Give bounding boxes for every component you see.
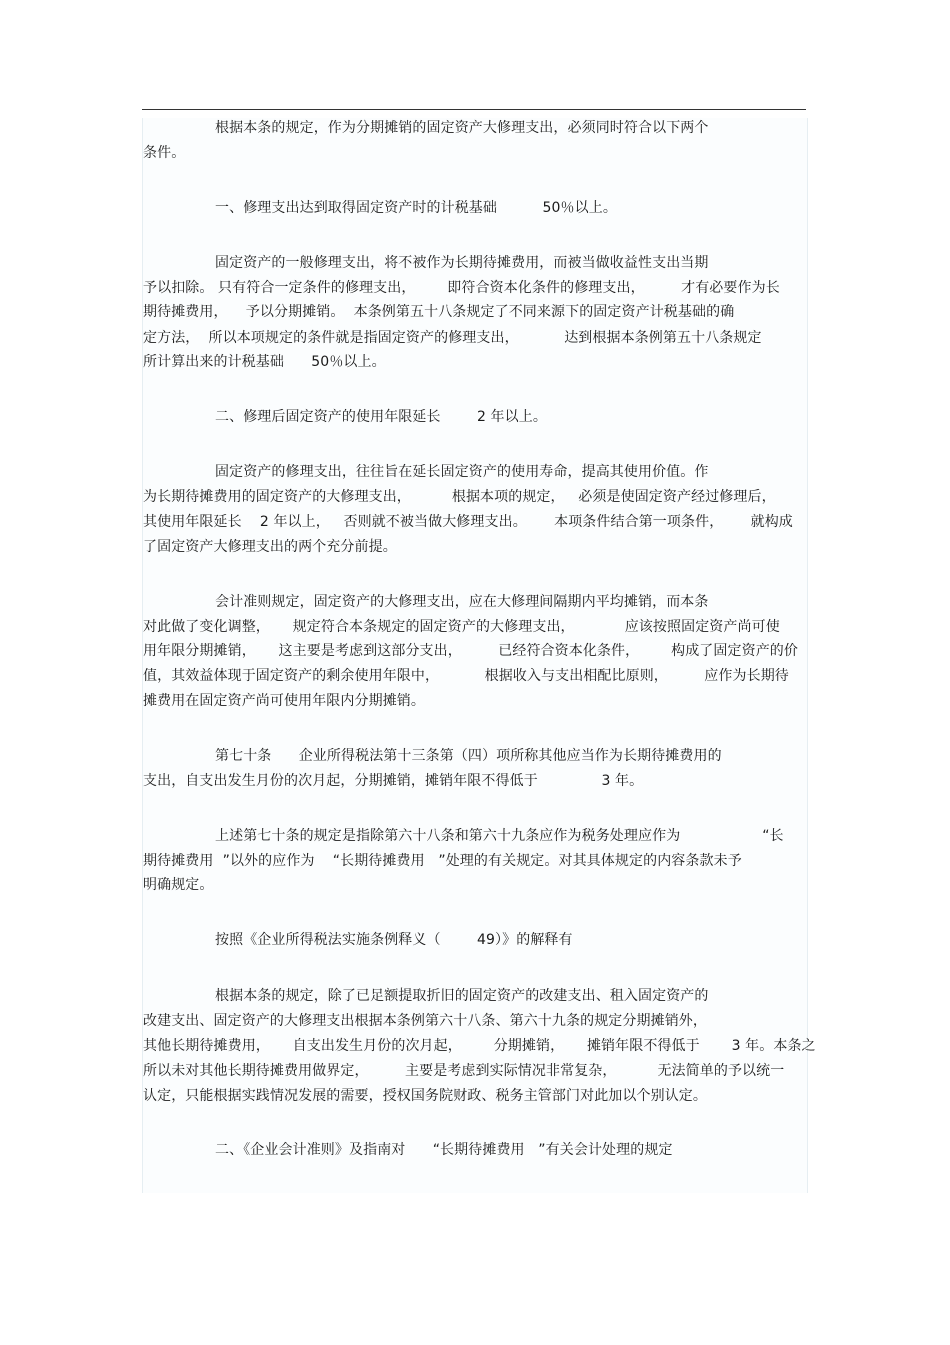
paragraph-2-line-5: 所计算出来的计税基础 50％以上。: [143, 354, 386, 370]
paragraph-3-line-2: 为长期待摊费用的固定资产的大修理支出， 根据本项的规定， 必须是使固定资产经过修理后，: [143, 489, 776, 505]
article-70-line-2: 支出，自支出发生月份的次月起，分期摊销，摊销年限不得低于 3 年。: [143, 773, 644, 789]
paragraph-3-line-1: 固定资产的修理支出，往往旨在延长固定资产的使用寿命，提高其使用价值。作: [215, 464, 709, 480]
paragraph-6-line-5: 认定，只能根据实践情况发展的需要，授权国务院财政、税务主管部门对此加以个别认定。: [143, 1088, 707, 1104]
paragraph-4-line-1: 会计准则规定，固定资产的大修理支出，应在大修理间隔期内平均摊销，而本条: [215, 594, 709, 610]
header-rule: [142, 109, 806, 110]
paragraph-5-line-1: 上述第七十条的规定是指除第六十八条和第六十九条应作为税务处理应作为 “长: [215, 828, 784, 844]
interpretation-intro: 按照《企业所得税法实施条例释义（ 49）》的解释有: [215, 932, 573, 948]
paragraph-1-line-1: 根据本条的规定，作为分期摊销的固定资产大修理支出，必须同时符合以下两个: [215, 120, 709, 136]
paragraph-4-line-5: 摊费用在固定资产尚可使用年限内分期摊销。: [143, 693, 425, 709]
paragraph-6-line-1: 根据本条的规定，除了已足额提取折旧的固定资产的改建支出、租入固定资产的: [215, 988, 709, 1004]
paragraph-2-line-3: 期待摊费用， 予以分期摊销。 本条例第五十八条规定了不同来源下的固定资产计税基础的确: [143, 304, 735, 320]
paragraph-3-line-4: 了固定资产大修理支出的两个充分前提。: [143, 539, 397, 555]
paragraph-3-line-3: 其使用年限延长 2 年以上， 否则就不被当做大修理支出。 本项条件结合第一项条件， 就构成: [143, 514, 793, 530]
paragraph-6-line-4: 所以未对其他长期待摊费用做界定， 主要是考虑到实际情况非常复杂， 无法简单的予以统一: [143, 1063, 785, 1079]
paragraph-5-line-2: 期待摊费用 ”以外的应作为 “长期待摊费用 ”处理的有关规定。对其具体规定的内容条款未予: [143, 853, 742, 869]
paragraph-6-line-3: 其他长期待摊费用， 自支出发生月份的次月起， 分期摊销， 摊销年限不得低于 3 年。本条之: [143, 1038, 816, 1054]
paragraph-5-line-3: 明确规定。: [143, 877, 214, 893]
paragraph-4-line-4: 值，其效益体现于固定资产的剩余使用年限中， 根据收入与支出相配比原则， 应作为长期待: [143, 668, 789, 684]
paragraph-4-line-2: 对此做了变化调整， 规定符合本条规定的固定资产的大修理支出， 应该按照固定资产尚可使: [143, 619, 780, 635]
paragraph-2-line-2: 予以扣除。 只有符合一定条件的修理支出， 即符合资本化条件的修理支出， 才有必要作为长: [143, 280, 780, 296]
article-70-line-1: 第七十条 企业所得税法第十三条第（四）项所称其他应当作为长期待摊费用的: [215, 748, 722, 764]
paragraph-1-line-2: 条件。: [143, 145, 186, 161]
heading-condition-2: 二、修理后固定资产的使用年限延长 2 年以上。: [215, 409, 547, 425]
paragraph-6-line-2: 改建支出、固定资产的大修理支出根据本条例第六十八条、第六十九条的规定分期摊销外，: [143, 1013, 707, 1029]
paragraph-2-line-1: 固定资产的一般修理支出，将不被作为长期待摊费用，而被当做收益性支出当期: [215, 255, 709, 271]
paragraph-4-line-3: 用年限分期摊销， 这主要是考虑到这部分支出， 已经符合资本化条件， 构成了固定资产的价: [143, 643, 799, 659]
paragraph-2-line-4: 定方法， 所以本项规定的条件就是指固定资产的修理支出， 达到根据本条例第五十八条规定: [143, 330, 762, 346]
heading-condition-1: 一、修理支出达到取得固定资产时的计税基础 50％以上。: [215, 200, 617, 216]
section-heading-2: 二、《企业会计准则》及指南对 “长期待摊费用 ”有关会计处理的规定: [215, 1142, 673, 1158]
